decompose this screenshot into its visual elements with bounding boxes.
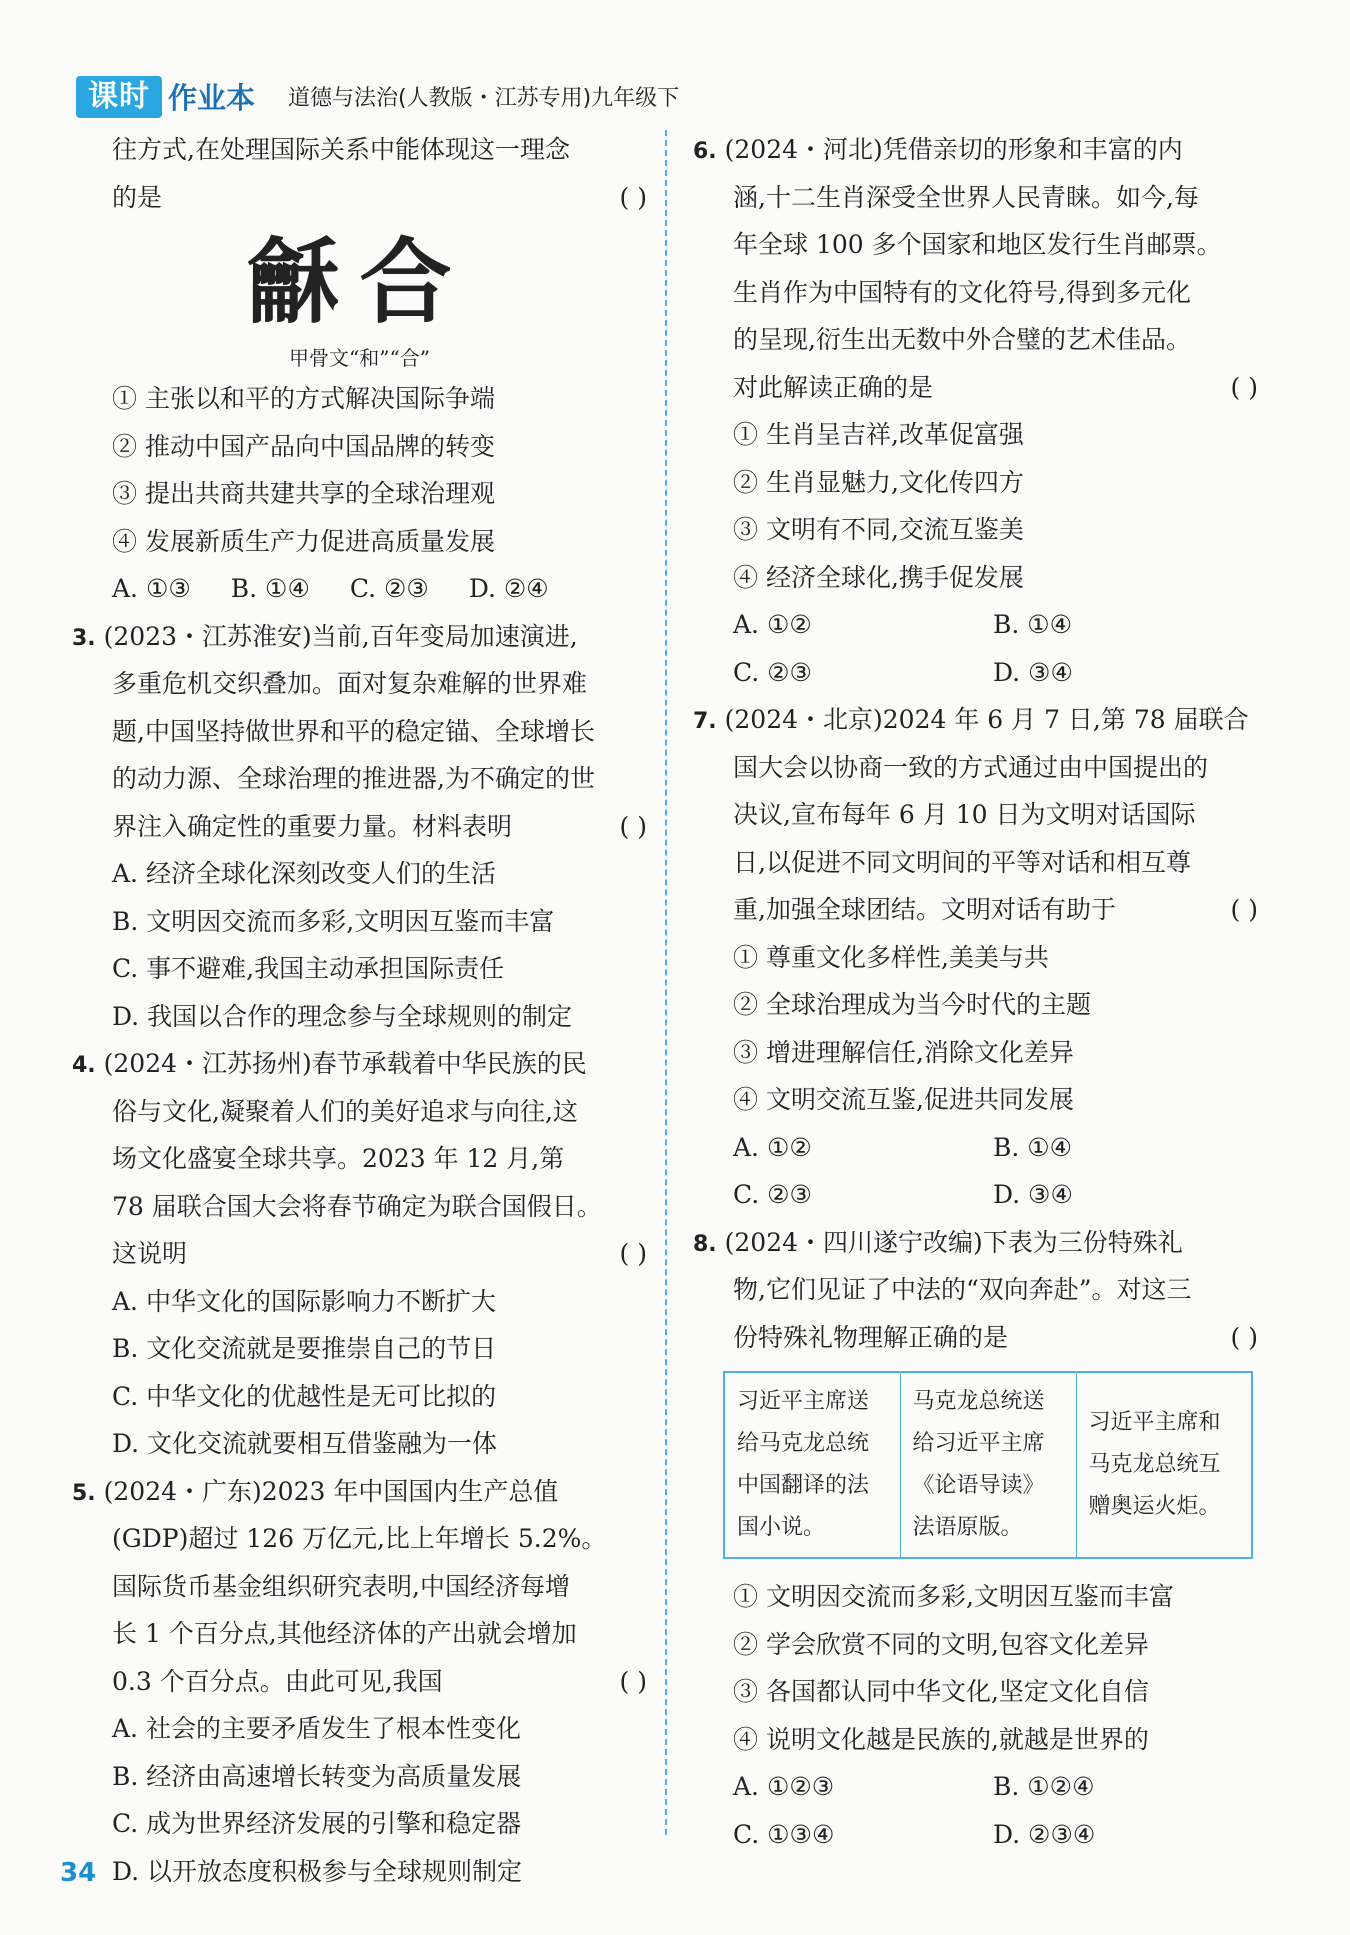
statement-item: ③ 提出共商共建共享的全球治理观 (112, 479, 495, 508)
option-b[interactable]: B. ①④ (993, 610, 1073, 639)
question-5 (72, 1468, 647, 1896)
question-text: 的动力源、全球治理的推进器,为不确定的世 (112, 764, 595, 793)
option-c[interactable]: C. 中华文化的优越性是无可比拟的 (112, 1381, 497, 1411)
answer-blank[interactable]: ( ) (619, 811, 647, 841)
statement-item: ② 学会欣赏不同的文明,包容文化差异 (733, 1629, 1149, 1659)
option-b[interactable]: B. 经济由高速增长转变为高质量发展 (112, 1761, 522, 1791)
answer-blank[interactable]: ( ) (1230, 895, 1258, 924)
option-a[interactable]: A. 社会的主要矛盾发生了根本性变化 (112, 1714, 521, 1743)
question-text: 物,它们见证了中法的“双向奔赴”。对这三 (733, 1275, 1192, 1304)
question-text-tail: 重,加强全球团结。文明对话有助于 (733, 895, 1116, 924)
answer-options (72, 565, 647, 613)
option-a[interactable]: A. 经济全球化深刻改变人们的生活 (112, 859, 496, 888)
answer-options-row (693, 1171, 1258, 1219)
question-text: 长 1 个百分点,其他经济体的产出就会增加 (112, 1619, 577, 1648)
answer-options-row (693, 1763, 1258, 1811)
statement-item: ② 推动中国产品向中国品牌的转变 (112, 431, 495, 461)
question-6 (693, 126, 1258, 696)
question-text (72, 1658, 647, 1706)
question-text (72, 1040, 647, 1088)
option-b[interactable]: B. 文明因交流而多彩,文明因互鉴而丰富 (112, 906, 555, 936)
statement-item: ④ 经济全球化,携手促发展 (733, 562, 1024, 592)
question-text: 题,中国坚持做世界和平的稳定锚、全球增长 (112, 716, 595, 746)
answer-blank[interactable]: ( ) (619, 1666, 647, 1696)
brand-title: 作业本 (168, 81, 256, 115)
table-row (724, 1372, 1252, 1558)
question-text: 年全球 100 多个国家和地区发行生肖邮票。 (733, 230, 1222, 259)
logo: 课时 (76, 76, 162, 118)
question-number: 7. (693, 709, 717, 734)
answer-options-row (693, 601, 1258, 649)
question-text (693, 1314, 1258, 1362)
statement-item: ① 尊重文化多样性,美美与共 (733, 942, 1049, 972)
option-b[interactable]: B. ①④ (230, 574, 310, 603)
statement-item: ③ 增进理解信任,消除文化差异 (733, 1037, 1074, 1067)
statement-item: ① 主张以和平的方式解决国际争端 (112, 384, 495, 413)
gift-table (723, 1371, 1253, 1559)
answer-blank[interactable]: ( ) (619, 182, 647, 212)
option-b[interactable]: B. 文化交流就是要推崇自己的节日 (112, 1334, 497, 1363)
statement-item: ③ 文明有不同,交流互鉴美 (733, 515, 1024, 544)
question-text-tail: 份特殊礼物理解正确的是 (733, 1322, 1009, 1352)
question-text: 场文化盛宴全球共享。2023 年 12 月,第 (112, 1144, 565, 1173)
question-number: 5. (72, 1480, 96, 1506)
statement-item: ① 文明因交流而多彩,文明因互鉴而丰富 (733, 1582, 1174, 1611)
answer-options-row (693, 1811, 1258, 1859)
option-c[interactable]: C. ②③ (733, 1180, 812, 1209)
question-text: 国际货币基金组织研究表明,中国经济每增 (112, 1571, 570, 1601)
question-text-head: (2024・四川遂宁改编)下表为三份特殊礼 (724, 1227, 1183, 1257)
answer-blank[interactable]: ( ) (619, 1239, 647, 1268)
option-a[interactable]: A. ①③ (112, 574, 191, 603)
question-text: 日,以促进不同文明间的平等对话和相互尊 (733, 847, 1191, 877)
question-text (693, 364, 1258, 412)
question-text: 多重危机交织叠加。面对复杂难解的世界难 (112, 669, 588, 698)
option-c[interactable]: C. 成为世界经济发展的引擎和稳定器 (112, 1809, 522, 1838)
table-cell: 马克龙总统送给习近平主席《论语导读》法语原版。 (900, 1372, 1076, 1558)
figure-caption: 甲骨文“和”“合” (289, 346, 430, 370)
question-text: 的呈现,衍生出无数中外合璧的艺术佳品。 (733, 325, 1191, 354)
statement-item: ④ 发展新质生产力促进高质量发展 (112, 526, 495, 556)
option-a[interactable]: A. ①②③ (733, 1772, 835, 1801)
question-text: 俗与文化,凝聚着人们的美好追求与向往,这 (112, 1096, 578, 1126)
question-text: 往方式,在处理国际关系中能体现这一理念 (112, 135, 570, 164)
question-text (72, 803, 647, 851)
option-b[interactable]: B. ①②④ (993, 1772, 1095, 1801)
right-column (693, 126, 1258, 1858)
table-cell: 习近平主席送给马克龙总统中国翻译的法国小说。 (724, 1372, 900, 1558)
option-a[interactable]: A. 中华文化的国际影响力不断扩大 (112, 1286, 496, 1316)
option-d[interactable]: D. 我国以合作的理念参与全球规则的制定 (112, 1001, 573, 1031)
question-text-tail: 对此解读正确的是 (733, 372, 934, 402)
question-text (72, 1230, 647, 1278)
question-2 (72, 126, 647, 613)
option-d[interactable]: D. 文化交流就要相互借鉴融为一体 (112, 1429, 498, 1458)
question-7 (693, 696, 1258, 1219)
statement-item: ② 生肖显魅力,文化传四方 (733, 467, 1024, 497)
statement-item: ① 生肖呈吉祥,改革促富强 (733, 420, 1024, 449)
left-column (72, 126, 647, 1895)
option-d[interactable]: D. 以开放态度积极参与全球规则制定 (112, 1856, 523, 1886)
question-text: (GDP)超过 126 万亿元,比上年增长 5.2%。 (112, 1524, 607, 1553)
question-text: 生肖作为中国特有的文化符号,得到多元化 (733, 277, 1191, 307)
question-text-head: (2024・河北)凭借亲切的形象和丰富的内 (724, 135, 1183, 164)
statement-item: ② 全球治理成为当今时代的主题 (733, 990, 1091, 1019)
question-text-head: (2024・广东)2023 年中国国内生产总值 (103, 1476, 559, 1506)
option-a[interactable]: A. ①② (733, 1132, 812, 1162)
question-text-head: (2023・江苏淮安)当前,百年变局加速演进, (103, 621, 578, 651)
option-c[interactable]: C. ②③ (349, 574, 429, 603)
question-text (693, 696, 1258, 744)
oracle-bone-glyphs: 龢合 (247, 229, 472, 336)
option-d[interactable]: D. ③④ (993, 657, 1073, 687)
answer-options-row (693, 1124, 1258, 1172)
statement-item: ④ 说明文化越是民族的,就越是世界的 (733, 1724, 1149, 1754)
question-text (72, 613, 647, 661)
question-text (693, 1219, 1258, 1267)
question-text-tail: 的是 (112, 182, 163, 212)
option-c[interactable]: C. ②③ (733, 657, 812, 687)
question-text-tail: 界注入确定性的重要力量。材料表明 (112, 811, 513, 841)
option-d[interactable]: D. ③④ (993, 1180, 1073, 1209)
answer-options-row (693, 649, 1258, 697)
question-text-tail: 0.3 个百分点。由此可见,我国 (112, 1666, 443, 1696)
question-text-tail: 这说明 (112, 1239, 188, 1268)
question-text-head: (2024・北京)2024 年 6 月 7 日,第 78 届联合 (724, 705, 1249, 734)
question-text: 决议,宣布每年 6 月 10 日为文明对话国际 (733, 800, 1196, 829)
option-a[interactable]: A. ①② (733, 610, 812, 639)
question-text-head: (2024・江苏扬州)春节承载着中华民族的民 (103, 1049, 587, 1078)
question-3 (72, 613, 647, 1041)
question-number: 3. (72, 625, 96, 651)
page-header (76, 76, 1276, 120)
option-d[interactable]: D. ②④ (468, 574, 549, 603)
question-text (72, 174, 647, 222)
subject-title: 道德与法治(人教版・江苏专用)九年级下 (288, 86, 680, 111)
option-c[interactable]: C. 事不避难,我国主动承担国际责任 (112, 954, 505, 983)
question-8 (693, 1219, 1258, 1859)
question-4 (72, 1040, 647, 1468)
question-text (72, 1468, 647, 1516)
table-cell: 习近平主席和马克龙总统互赠奥运火炬。 (1076, 1372, 1252, 1558)
option-c[interactable]: C. ①③④ (733, 1819, 835, 1849)
question-text (693, 886, 1258, 934)
question-number: 4. (72, 1053, 96, 1078)
oracle-bone-figure (72, 221, 647, 341)
question-number: 6. (693, 139, 717, 164)
option-b[interactable]: B. ①④ (993, 1132, 1073, 1162)
statement-item: ③ 各国都认同中华文化,坚定文化自信 (733, 1677, 1149, 1706)
question-text: 国大会以协商一致的方式通过由中国提出的 (733, 752, 1209, 782)
answer-blank[interactable]: ( ) (1230, 372, 1258, 402)
statement-item: ④ 文明交流互鉴,促进共同发展 (733, 1085, 1074, 1114)
question-text: 涵,十二生肖深受全世界人民青睐。如今,每 (733, 182, 1199, 212)
answer-blank[interactable]: ( ) (1230, 1322, 1258, 1352)
question-number: 8. (693, 1231, 717, 1257)
question-text: 78 届联合国大会将春节确定为联合国假日。 (112, 1191, 602, 1221)
option-d[interactable]: D. ②③④ (993, 1819, 1096, 1849)
column-divider (665, 130, 667, 1835)
question-text (693, 126, 1258, 174)
page-number: 34 (60, 1858, 97, 1888)
